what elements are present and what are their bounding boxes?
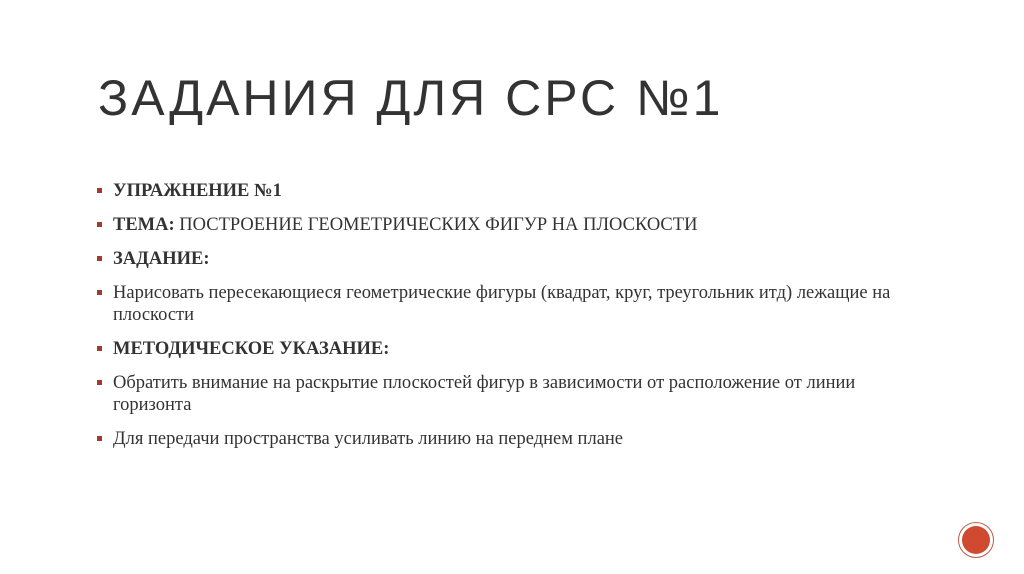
bullet-item <box>96 428 936 450</box>
bullet-marker-icon <box>97 346 102 351</box>
bullet-text: Нарисовать пересекающиеся геометрические фигуры (квадрат, круг, треугольник итд) лежащие на плоскости <box>113 283 891 325</box>
bullet-item <box>96 372 936 416</box>
bullet-item <box>96 248 936 270</box>
bullet-bold-text: УПРАЖНЕНИЕ №1 <box>113 181 282 201</box>
bullet-bold-text: МЕТОДИЧЕСКОЕ УКАЗАНИЕ: <box>113 339 390 359</box>
next-slide-button[interactable] <box>958 522 994 558</box>
bullet-marker-icon <box>97 256 102 261</box>
bullet-item <box>96 180 936 202</box>
bullet-marker-icon <box>97 436 102 441</box>
bullet-marker-icon <box>97 222 102 227</box>
bullet-list <box>96 180 936 462</box>
bullet-text: ПОСТРОЕНИЕ ГЕОМЕТРИЧЕСКИХ ФИГУР НА ПЛОСКОСТИ <box>174 215 698 235</box>
bullet-item <box>96 282 936 326</box>
bullet-marker-icon <box>97 290 102 295</box>
bullet-marker-icon <box>97 380 102 385</box>
bullet-marker-icon <box>97 188 102 193</box>
slide-title: ЗАДАНИЯ ДЛЯ СРС №1 <box>98 70 724 126</box>
bullet-bold-text: ЗАДАНИЕ: <box>113 249 210 269</box>
circle-button-icon <box>962 526 990 554</box>
bullet-bold-text: ТЕМА: <box>113 215 175 235</box>
bullet-item <box>96 214 936 236</box>
bullet-text: Обратить внимание на раскрытие плоскостей фигур в зависимости от расположение от линии горизонта <box>113 373 856 415</box>
bullet-item <box>96 338 936 360</box>
bullet-text: Для передачи пространства усиливать линию на переднем плане <box>113 429 624 449</box>
